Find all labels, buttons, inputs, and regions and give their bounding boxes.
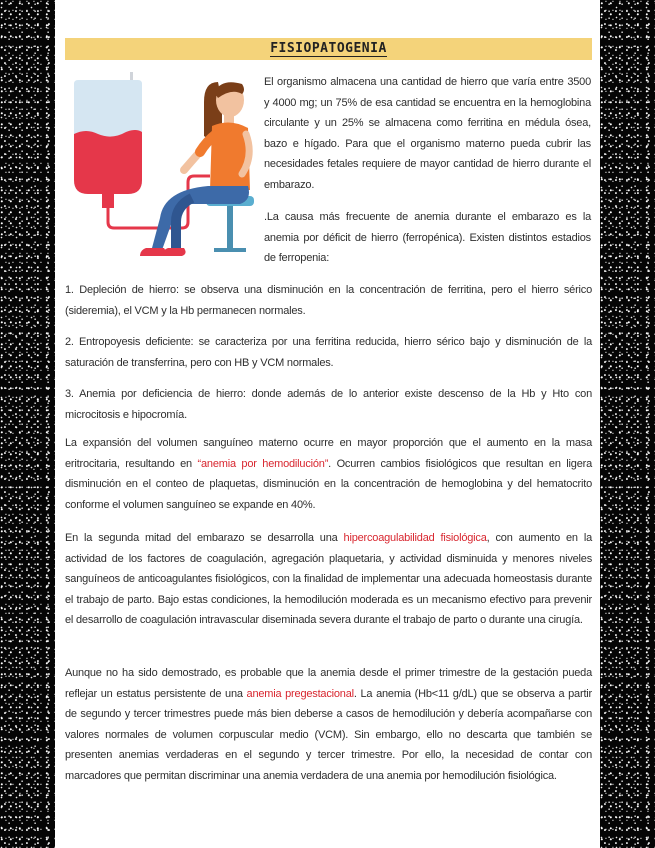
paragraph-pregest-before: Aunque no ha sido demostrado, es probable que la anemia desde el primer trimestre de la gestación pueda reflejar un estatus persistente de una	[65, 667, 592, 700]
paragraph-hemodilution	[65, 433, 592, 515]
section-title-banner	[65, 38, 592, 60]
paragraph-pregestational-text	[65, 663, 592, 786]
stage-item-1-text: 1. Depleción de hierro: se observa una disminución en la concentración de ferritina, pero el hierro sérico (sideremia), el VCM y la Hb permanecen normales.	[65, 284, 592, 317]
paragraph-pregestational-anemia	[65, 663, 592, 786]
highlight-anemia-por-hemodilucion: “anemia por hemodilución”	[197, 457, 329, 470]
paragraph-hemodilution-after: . Ocurren cambios fisiológicos que resultan en ligera disminución en el conteo de plaquetas, disminución en la concentración de hemoglobina y del hematocrito conforme el volumen sanguíneo se expande en 40%.	[65, 457, 592, 511]
paragraph-hypercoag-before: En la segunda mitad del embarazo se desarrolla una	[65, 532, 344, 544]
paragraph-hemodilution-before: La expansión del volumen sanguíneo materno ocurre en mayor proporción que el aumento en la masa eritrocitaria, resultando en	[65, 437, 592, 470]
intro-paragraph-2-text: .La causa más frecuente de anemia durante el embarazo es la anemia por déficit de hierro (ferropénica). Existen distintos estadios de ferropenia:	[264, 211, 591, 264]
paragraph-hypercoag-after: , con aumento en la actividad de los factores de coagulación, agregación plaquetaria, y actividad disminuida y menores niveles sanguíneos de anticoagulantes fisiológicos, con la finalidad de implementar una adecuada homeostasis durante el trabajo de parto. Bajo estas condiciones, la hemodilución moderada es un mecanismo efectivo para prevenir el desarrollo de coagulación intravascular diseminada severa durante el trabajo de parto o durante una cirugía.	[65, 532, 592, 626]
starry-border-left	[0, 0, 55, 848]
stage-item-2-text: 2. Entropoyesis deficiente: se caracteriza por una ferritina reducida, hierro sérico bajo y disminución de la saturación de transferrina, pero con HB y VCM normales.	[65, 336, 592, 369]
stage-item-3	[65, 384, 592, 425]
starry-border-right	[600, 0, 655, 848]
stage-item-1	[65, 280, 592, 321]
document-page	[55, 0, 600, 848]
intro-paragraph-iron-storage	[264, 72, 591, 195]
blood-donation-icon	[72, 72, 260, 264]
paragraph-hemodilution-text	[65, 433, 592, 515]
intro-paragraph-1-text: El organismo almacena una cantidad de hierro que varía entre 3500 y 4000 mg; un 75% de esa cantidad se encuentra en la hemoglobina circulante y un 25% se almacena como ferritina en médula ósea, bazo e hígado. Para que el organismo materno pueda cubrir las necesidades fetales requiere de mayor cantidad de hierro durante el embarazo.	[264, 76, 591, 191]
highlight-hipercoagulabilidad: hipercoagulabilidad fisiológica	[343, 532, 487, 544]
paragraph-hypercoagulability-text	[65, 528, 592, 631]
intro-paragraph-anemia-cause	[264, 207, 591, 269]
paragraph-hypercoagulability	[65, 528, 592, 631]
stage-item-2	[65, 332, 592, 373]
highlight-anemia-pregestacional: anemia pregestacional	[246, 687, 354, 700]
paragraph-pregest-after: . La anemia (Hb<11 g/dL) que se observa a partir de segundo y tercer trimestres puede más bien deberse a casos de hemodilución y debería acompañarse con valores normales de volumen corpuscular medio (VCM). Sin embargo, ello no descarta que también se presenten anemias verdaderas en el segundo y tercer trimestre. Por ello, la necesidad de contar con marcadores que permitan discriminar una anemia verdadera de una anemia por hemodilución fisiológica.	[65, 687, 593, 782]
stage-item-3-text: 3. Anemia por deficiencia de hierro: donde además de lo anterior existe descenso de la Hb y Hto con microcitosis e hipocromía.	[65, 388, 592, 421]
section-title: FISIOPATOGENIA	[270, 41, 387, 56]
